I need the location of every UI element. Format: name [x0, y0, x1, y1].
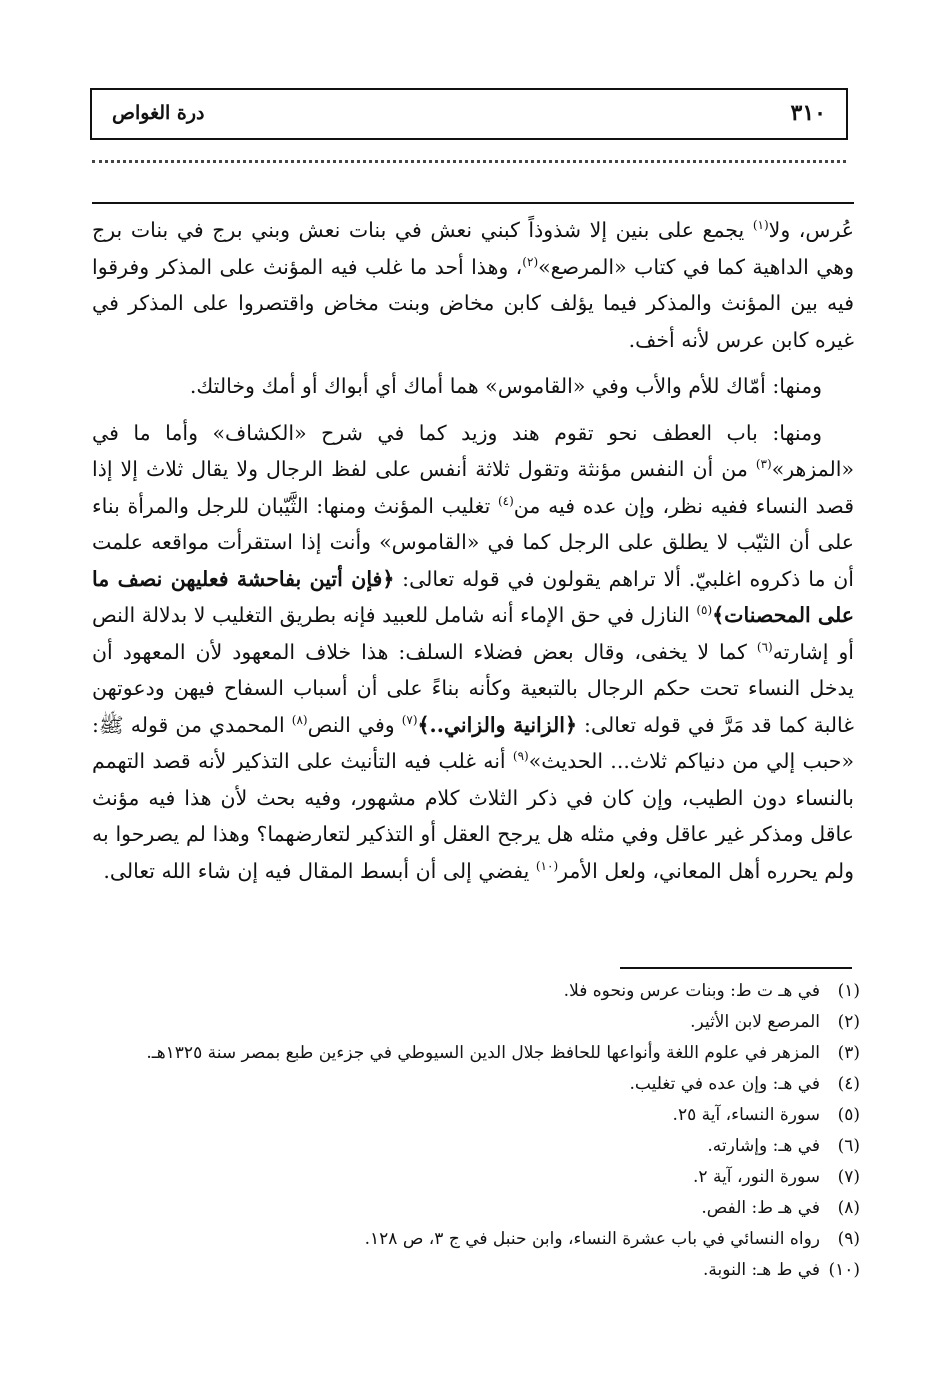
footnote-number: (٢)	[837, 1012, 860, 1032]
text-run: من أن النفس مؤنثة وتقول ثلاثة أنفس على لفظ الرجال ولا يقال ثلاث إلا إذا قصد النساء ففيه نظر، وإن عده فيه من	[92, 457, 854, 518]
paragraph-3	[92, 415, 854, 890]
footnote-number: (٨)	[837, 1198, 860, 1218]
footnote-ref-8[interactable]: (٨)	[291, 712, 308, 727]
page-number: ٣١٠	[790, 100, 826, 126]
footnote-number: (٧)	[837, 1167, 860, 1187]
footnote-text: المرصع لابن الأثير.	[690, 1012, 820, 1032]
footnote-number: (٩)	[837, 1229, 860, 1249]
footnote-text: سورة النساء، آية ٢٥.	[672, 1105, 820, 1125]
dotted-separator	[92, 160, 846, 163]
page-header	[90, 88, 848, 140]
footnote-number: (٤)	[837, 1074, 860, 1094]
footnote-6	[92, 1131, 860, 1162]
footnote-ref-10[interactable]: (١٠)	[535, 858, 559, 873]
footnote-4	[92, 1069, 860, 1100]
footnote-text: في هـ: وإشارته.	[707, 1136, 820, 1156]
text-run: وفي النص	[307, 712, 402, 737]
footnote-ref-6[interactable]: (٦)	[756, 639, 773, 654]
footnote-ref-4[interactable]: (٤)	[497, 493, 514, 508]
running-title: درة الغواص	[112, 102, 205, 124]
footnote-number: (١٠)	[828, 1260, 860, 1280]
text-run: كما لا يخفى، وقال بعض فضلاء السلف: هذا خلاف المعهود لأن المعهود أن يدخل النساء تحت حكم الرجال بالتبعية وكأنه بناءً على أن أسباب السفاح فيهن ودعوتهن غالبة كما قد مَرَّ في قوله تعالى:	[92, 639, 855, 737]
footnote-7	[92, 1162, 860, 1193]
footnote-9	[92, 1224, 860, 1255]
footnote-3	[92, 1038, 860, 1069]
text-run: تغليب المؤنث ومنها: الثَّيّبان للرجل والمرأة بناء على أن الثيّب لا يطلق على الرجل كما في «القاموس» وأنت إذا استقرأت مواقعه علمت أن ما ذكروه اغلبيّ. ألا تراهم يقولون في قوله تعالى:	[92, 493, 854, 591]
text-run: يجمع على بنين إلا شذوذاً كبني نعش في بنات نعش وبني برج في بنات برج وهي الداهية كما في كتاب «المرصع»	[92, 218, 854, 279]
text-run: عُرس، ولا	[768, 218, 854, 242]
text-run: النازل في حق الإماء أنه شامل للعبيد فإنه بطريق التغليب لا بدلالة النص أو إشارته	[92, 603, 854, 664]
footnote-text: في هـ ت ط: وبنات عرس ونحوه فلا.	[563, 981, 820, 1001]
footnote-text: المزهر في علوم اللغة وأنواعها للحافظ جلال الدين السيوطي في جزءين طبع بمصر سنة ١٣٢٥هـ.	[146, 1043, 820, 1063]
footnote-ref-3[interactable]: (٣)	[755, 457, 772, 472]
paragraph-1	[92, 212, 854, 358]
footnote-ref-5[interactable]: (٥)	[696, 603, 713, 618]
footnote-text: في هـ ط: الفص.	[701, 1198, 820, 1218]
footnote-rule	[620, 967, 852, 969]
footnote-5	[92, 1100, 860, 1131]
text-run: ومنها: باب العطف نحو تقوم هند وزيد كما في شرح «الكشاف» وأما ما في «المزهر»	[92, 420, 854, 481]
footnote-number: (٣)	[837, 1043, 860, 1063]
footnote-number: (١)	[837, 981, 860, 1001]
footnote-text: في هـ: وإن عده في تغليب.	[629, 1074, 820, 1094]
footnote-ref-1[interactable]: (١)	[752, 218, 769, 233]
text-run: أنه غلب فيه التأنيث على التذكير لأنه قصد التهمم بالنساء دون الطيب، وإن كان في ذكر الثلاث كلام مشهور، وفيه بحث لأن هذا فيه مؤنث عاقل ومذكر غير عاقل وفي مثله هل يرجح العقل أو التذكير لتعارضهما؟ وهذا لم يصرحوا به ولم يحرره أهل المعاني، ولعل الأمر	[92, 749, 854, 883]
quran-verse-2: ﴿الزانية والزاني..﴾	[417, 712, 577, 737]
footnote-number: (٦)	[837, 1136, 860, 1156]
text-run: ، وهذا أحد ما غلب فيه المؤنث على المذكر وفرقوا فيه بين المؤنث والمذكر فيما يؤلف كابن مخاض وبنت مخاض واقتصروا على المذكر في غيره كابن عرس لأنه أخف.	[92, 254, 854, 352]
footnote-text: رواه النسائي في باب عشرة النساء، وابن حنبل في ج ٣، ص ١٢٨.	[364, 1229, 820, 1249]
quran-verse-1: ﴿فإن أتين بفاحشة فعليهن نصف ما على المحصنات﴾	[92, 566, 854, 627]
footnote-text: في ط هـ: النوبة.	[703, 1260, 820, 1280]
main-text	[92, 212, 854, 889]
text-run: يفضي إلى أن أبسط المقال فيه إن شاء الله تعالى.	[103, 858, 536, 883]
top-rule	[92, 202, 854, 204]
footnote-ref-7[interactable]: (٧)	[401, 712, 418, 727]
footnote-ref-2[interactable]: (٢)	[522, 254, 539, 269]
footnote-10	[92, 1255, 860, 1286]
footnote-ref-9[interactable]: (٩)	[512, 749, 529, 764]
footnote-1	[92, 976, 860, 1007]
paragraph-2: ومنها: أمّاك للأم والأب وفي «القاموس» هما أماك أي أبواك أو أمك وخالتك.	[189, 374, 822, 398]
footnote-8	[92, 1193, 860, 1224]
footnote-text: سورة النور، آية ٢.	[693, 1167, 820, 1187]
footnote-number: (٥)	[837, 1105, 860, 1125]
footnotes	[92, 976, 860, 1286]
footnote-2	[92, 1007, 860, 1038]
text-run: المحمدي من قوله ﷺ: «حبب إلي من دنياكم ثلاث... الحديث»	[92, 712, 854, 773]
